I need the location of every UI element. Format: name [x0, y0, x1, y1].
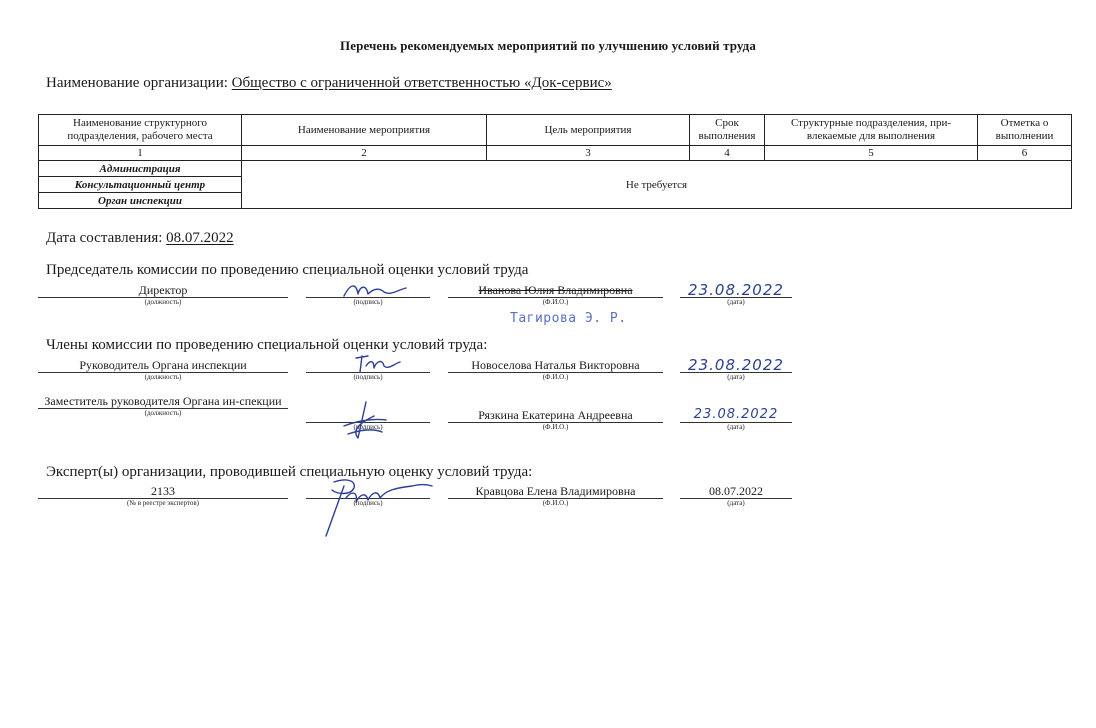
member2-position-field — [38, 394, 288, 418]
caption-position: (должность) — [144, 373, 182, 381]
expert-registry-field — [38, 484, 288, 508]
department-name: Орган инспекции — [39, 193, 242, 209]
member1-date: 23.08.2022 — [680, 358, 792, 373]
caption-signature: (подпись) — [353, 298, 383, 306]
member1-position: Руководитель Органа инспекции — [38, 358, 288, 373]
column-number: 2 — [242, 146, 487, 161]
caption-date: (дата) — [727, 423, 745, 431]
member2-date: 23.08.2022 — [680, 408, 792, 423]
member1-signature-icon — [350, 352, 410, 376]
compilation-date-label: Дата составления: — [46, 230, 163, 246]
chairman-heading: Председатель комиссии по проведению специальной оценки условий труда — [46, 262, 529, 278]
header-cell-involved: Структурные подразделения, при-влекаемые для выполнения — [765, 115, 978, 146]
header-cell-goal: Цель мероприятия — [487, 115, 690, 146]
column-number: 1 — [39, 146, 242, 161]
caption-registry: (№ в реестре экспертов) — [126, 499, 199, 507]
member2-position: Заместитель руководителя Органа ин-спекции — [38, 394, 288, 409]
header-cell-measure: Наименование мероприятия — [242, 115, 487, 146]
member1-fio-field — [448, 358, 663, 382]
caption-fio: (Ф.И.О.) — [542, 499, 569, 507]
member1-date-field — [680, 358, 792, 382]
table-header-row — [39, 115, 1072, 146]
organization-name: Общество с ограниченной ответственностью «Док-сервис» — [231, 75, 612, 91]
caption-fio: (Ф.И.О.) — [542, 423, 569, 431]
column-number: 4 — [690, 146, 765, 161]
expert-date: 08.07.2022 — [680, 484, 792, 499]
organization-label: Наименование организации: — [46, 75, 228, 91]
expert-fio-field — [448, 484, 663, 508]
table-row — [39, 161, 1072, 177]
caption-position: (должность) — [144, 298, 182, 306]
expert-heading: Эксперт(ы) организации, проводившей специальную оценку условий труда: — [46, 464, 533, 480]
merged-value-cell: Не требуется — [242, 161, 1072, 209]
caption-fio: (Ф.И.О.) — [542, 373, 569, 381]
caption-signature: (подпись) — [353, 373, 383, 381]
chairman-position: Директор — [38, 283, 288, 298]
caption-date: (дата) — [727, 499, 745, 507]
caption-date: (дата) — [727, 298, 745, 306]
expert-date-field — [680, 484, 792, 508]
chairman-date: 23.08.2022 — [680, 283, 792, 298]
header-cell-department: Наименование структурного подразделения, рабочего места — [39, 115, 242, 146]
chairman-date-field — [680, 283, 792, 307]
chairman-fio: Иванова Юлия Владимировна — [448, 283, 663, 298]
organization-line — [46, 75, 612, 92]
expert-registry: 2133 — [38, 484, 288, 499]
member2-signature-icon — [336, 398, 396, 444]
caption-signature: (подпись) — [353, 423, 383, 431]
compilation-date-line — [46, 230, 234, 247]
caption-position: (должность) — [144, 409, 182, 417]
chairman-stamp: Тагирова Э. Р. — [510, 311, 627, 326]
member2-date-field — [680, 408, 792, 432]
compilation-date-value: 08.07.2022 — [166, 230, 234, 246]
member1-position-field — [38, 358, 288, 382]
column-number: 6 — [978, 146, 1072, 161]
department-name: Консультационный центр — [39, 177, 242, 193]
chairman-position-field — [38, 283, 288, 307]
member1-fio: Новоселова Наталья Викторовна — [448, 358, 663, 373]
column-number: 5 — [765, 146, 978, 161]
header-cell-mark: Отметка о выполнении — [978, 115, 1072, 146]
expert-signature-icon — [316, 476, 436, 542]
department-name: Администрация — [39, 161, 242, 177]
caption-signature: (подпись) — [353, 499, 383, 507]
header-cell-deadline: Срок выполнения — [690, 115, 765, 146]
table-number-row — [39, 146, 1072, 161]
column-number: 3 — [487, 146, 690, 161]
caption-date: (дата) — [727, 373, 745, 381]
document-title: Перечень рекомендуемых мероприятий по улучшению условий труда — [340, 38, 756, 53]
members-heading: Члены комиссии по проведению специальной оценки условий труда: — [46, 337, 488, 353]
member2-fio-field — [448, 408, 663, 432]
chairman-fio-field — [448, 283, 663, 307]
measures-table — [38, 114, 1072, 209]
chairman-signature-icon — [340, 280, 410, 302]
caption-fio: (Ф.И.О.) — [542, 298, 569, 306]
member2-fio: Рязкина Екатерина Андреевна — [448, 408, 663, 423]
expert-fio: Кравцова Елена Владимировна — [448, 484, 663, 499]
